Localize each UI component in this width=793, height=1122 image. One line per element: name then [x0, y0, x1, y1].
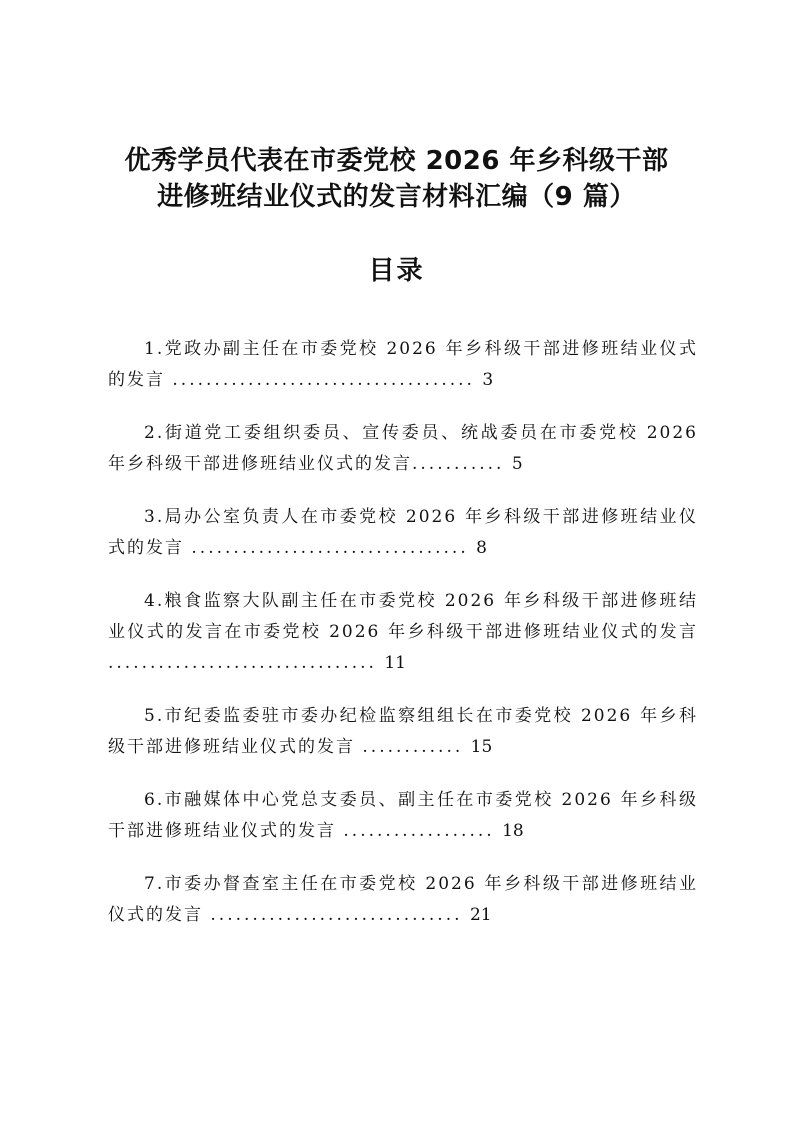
toc-page-number: 5 — [511, 454, 523, 474]
toc-heading: 目录 — [368, 256, 425, 286]
toc-leader-dots: .................................... — [172, 370, 475, 390]
toc-entry-title: 7.市委办督查室主任在市委党校 2026 年乡科级干部进修班结业仪式的发言 — [108, 874, 698, 925]
toc-entry-6[interactable] — [108, 785, 698, 847]
toc-entry-3[interactable] — [108, 502, 698, 564]
toc-entry-1[interactable] — [108, 334, 698, 396]
toc-entry-title: 3.局办公室负责人在市委党校 2026 年乡科级干部进修班结业仪式的发言 — [108, 507, 698, 558]
toc-entry-title: 6.市融媒体中心党总支委员、副主任在市委党校 2026 年乡科级干部进修班结业仪式的发言 — [108, 790, 698, 841]
table-of-contents — [108, 334, 698, 953]
toc-leader-dots: .................. — [343, 821, 495, 841]
toc-leader-dots: ........... — [412, 454, 505, 474]
toc-entry-title: 5.市纪委监委驻市委办纪检监察组组长在市委党校 2026 年乡科级干部进修班结业仪式的发言 — [108, 706, 698, 757]
toc-page-number: 3 — [482, 370, 494, 390]
toc-entry-7[interactable] — [108, 869, 698, 931]
toc-entry-title: 2.街道党工委组织委员、宣传委员、统战委员在市委党校 2026 年乡科级干部进修班结业仪式的发言 — [108, 423, 698, 474]
toc-entry-5[interactable] — [108, 701, 698, 763]
toc-leader-dots: ............ — [362, 737, 464, 757]
toc-entry-2[interactable] — [108, 418, 698, 480]
document-title-line-1: 优秀学员代表在市委党校 2026 年乡科级干部 — [124, 146, 669, 176]
toc-page-number: 18 — [502, 821, 524, 841]
document-title-line-2: 进修班结业仪式的发言材料汇编（9 篇） — [157, 182, 636, 212]
toc-leader-dots: .............................. — [210, 905, 463, 925]
toc-entry-title: 4.粮食监察大队副主任在市委党校 2026 年乡科级干部进修班结业仪式的发言在市委党校 2026 年乡科级干部进修班结业仪式的发言 — [108, 591, 698, 642]
toc-entry-4[interactable] — [108, 586, 698, 679]
toc-page-number: 8 — [476, 538, 487, 558]
toc-leader-dots: ................................. — [191, 538, 469, 558]
toc-entry-title: 1.党政办副主任在市委党校 2026 年乡科级干部进修班结业仪式的发言 — [108, 339, 698, 390]
toc-page-number: 11 — [384, 653, 406, 673]
toc-page-number: 15 — [470, 737, 493, 757]
toc-page-number: 21 — [469, 905, 492, 925]
toc-leader-dots: ................................ — [108, 653, 377, 673]
